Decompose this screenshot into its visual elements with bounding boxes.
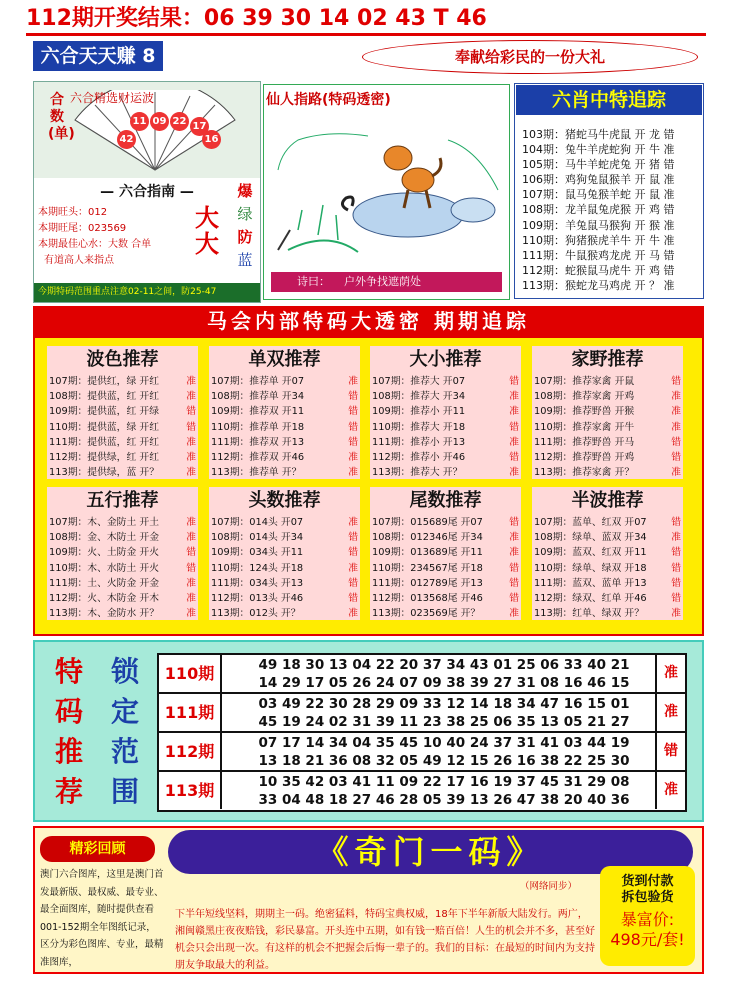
guide-lines: [38, 205, 151, 269]
card-row-text: 109期：推荐小 开11: [372, 406, 466, 418]
card-row: [532, 374, 683, 389]
guide-line: 本期旺尾：023569: [38, 223, 127, 234]
card-row-status: 错: [186, 562, 196, 574]
card-row-status: 准: [186, 467, 196, 479]
card-row-status: 错: [509, 577, 519, 589]
promo-text: 下半年短线坚料，期期主一码。绝密猛料，特码宝典权威，18年下半年新版大陆发行。两广，湘闽赣黑庄夜夜赔钱，彩民暴富。开头连中五期，如有钱一赔百倍！人生的机会并不多，甚至好机会只会出现一次。有这样的机会不把握会后悔一辈子的。我们的目标：在最短的时间内为支持朋友争取最大的利益。: [175, 909, 595, 971]
card-row: [47, 420, 198, 435]
card-row-status: 准: [348, 452, 358, 464]
ball-3: 22: [170, 112, 189, 131]
card-row-text: 107期：015689尾 开07: [372, 517, 483, 528]
liuxiao-row: 103期：猪蛇马牛虎鼠 开 龙 错: [522, 128, 675, 141]
card-row-text: 112期：火、木防金 开木: [49, 593, 159, 605]
card-title: 五行推荐: [86, 490, 159, 511]
card-title: 家野推荐: [571, 349, 644, 370]
card-row: [370, 591, 521, 606]
card-row: [47, 606, 198, 621]
card-row-text: 112期：013568尾 开46: [372, 593, 483, 605]
card-row: [209, 591, 360, 606]
card-row-status: 准: [348, 608, 358, 620]
card-row: [370, 530, 521, 545]
liuxiao-row: 106期：鸡狗兔鼠猴羊 开 鼠 准: [522, 173, 675, 187]
ball-4: 17: [190, 117, 209, 136]
card-row-text: 109期：推荐野兽 开猴: [534, 406, 635, 418]
card-row-status: 错: [348, 421, 358, 433]
highlight-badge: 精彩回顾: [40, 836, 155, 862]
title-char: 范: [110, 735, 139, 768]
card-row-text: 111期：蓝双、蓝单 开13: [534, 577, 647, 589]
card-row-status: 错: [348, 577, 358, 589]
xianren-title: 仙人指路(特码透密): [266, 92, 391, 108]
card-row: [532, 404, 683, 419]
card-row-text: 111期：推荐野兽 开马: [534, 436, 635, 448]
ball-6: 16: [202, 130, 221, 149]
card-row: [532, 389, 683, 404]
card-row: [532, 591, 683, 606]
card-row-text: 111期：土、火防金 开金: [49, 577, 159, 589]
title-char: 码: [55, 695, 84, 728]
card-row-text: 107期：提供红，绿 开红: [49, 376, 159, 387]
card-row: [370, 576, 521, 591]
card-row-text: 109期：013689尾 开11: [372, 547, 483, 559]
card-row-text: 108期：014头 开34: [211, 532, 304, 544]
liuxiao-row: 113期：猴蛇龙马鸡虎 开 ？ 准: [522, 278, 675, 292]
liuxiao-list: [522, 127, 675, 293]
card-row-status: 错: [671, 452, 681, 464]
card-row-text: 112期：绿双、红单 开46: [534, 593, 647, 605]
card-row-text: 111期：推荐小 开13: [372, 436, 466, 448]
card-row-status: 错: [348, 532, 358, 544]
side-char: 蓝: [237, 251, 253, 269]
card-row-text: 108期：012346尾 开34: [372, 532, 483, 544]
card-row-status: 准: [509, 467, 519, 479]
card-row-text: 110期：绿单、绿双 开18: [534, 562, 647, 574]
card-row-status: 准: [348, 517, 358, 528]
card-row: [532, 561, 683, 576]
card-row-status: 准: [509, 608, 519, 620]
lock-numbers: 45 19 24 02 31 39 11 23 38 25 06 35 13 05 21 27: [258, 714, 630, 730]
card-row-status: 准: [348, 376, 358, 387]
guide-side-column: [234, 180, 256, 272]
card-row-text: 113期：012头 开？: [211, 608, 301, 620]
card-row: [47, 374, 198, 389]
lock-period: 110期: [159, 655, 222, 692]
card-row-status: 错: [509, 593, 519, 605]
recommend-card: [532, 346, 683, 479]
card-row-status: 错: [186, 547, 196, 559]
recommend-card: [47, 487, 198, 620]
seal-line: 货到付款: [621, 874, 674, 889]
lock-numbers: 07 17 14 34 04 35 45 10 40 24 37 31 41 03 44 19: [258, 735, 630, 751]
card-row-text: 110期：推荐家禽 开牛: [534, 421, 635, 433]
card-row: [47, 465, 198, 480]
card-row-text: 111期：推荐双 开13: [211, 436, 305, 448]
card-row-status: 错: [671, 547, 681, 559]
card-row: [209, 450, 360, 465]
side-char: 绿: [237, 205, 253, 223]
lock-status: 准: [655, 655, 685, 692]
lock-numbers: 13 18 21 36 08 32 05 49 12 15 26 16 38 22 25 30: [258, 753, 630, 769]
card-row: [370, 465, 521, 480]
card-row: [209, 404, 360, 419]
card-row-text: 107期：014头 开07: [211, 517, 304, 528]
card-row-status: 准: [509, 406, 519, 418]
card-row-text: 111期：034头 开13: [211, 577, 304, 589]
card-row: [532, 450, 683, 465]
title-char: 围: [110, 775, 139, 808]
card-row-status: 准: [509, 391, 519, 403]
poem-bar: [271, 272, 502, 292]
card-row-status: 错: [671, 593, 681, 605]
card-row-text: 108期：绿单、蓝双 开34: [534, 532, 647, 544]
seal-line: 拆包验货: [621, 890, 674, 905]
card-row-text: 112期：推荐双 开46: [211, 452, 305, 464]
title-char: 锁: [110, 655, 139, 688]
card-title: 单双推荐: [248, 349, 321, 370]
recommend-card: [209, 346, 360, 479]
card-row-text: 110期：推荐大 开18: [372, 421, 466, 433]
card-row: [209, 606, 360, 621]
lock-row: [159, 655, 685, 694]
range-note: 今期特码范围重点注意02-11之间，防25-47: [34, 283, 260, 302]
card-row: [47, 450, 198, 465]
card-title: 波色推荐: [86, 349, 159, 370]
lock-period: 113期: [159, 772, 222, 809]
card-row-text: 108期：推荐大 开34: [372, 391, 466, 403]
card-row: [209, 465, 360, 480]
card-row-status: 准: [509, 532, 519, 544]
guide-line: 有道高人来指点: [44, 255, 114, 266]
recommend-grid: [33, 336, 704, 636]
card-row-status: 错: [348, 547, 358, 559]
card-row-text: 111期：012789尾 开13: [372, 577, 483, 589]
card-row-text: 108期：提供蓝，红 开红: [49, 391, 159, 403]
gallery-description: 澳门六合图库，这里是澳门首发最新版、最权威、最专业、最全面图库，随时提供查看001-152期全年图纸记录，区分为彩色图库、专业，最精准图库，: [40, 869, 164, 968]
card-row: [47, 404, 198, 419]
card-row-status: 准: [348, 562, 358, 574]
title-char: 定: [110, 695, 139, 728]
card-row-text: 109期：蓝双、红双 开11: [534, 547, 647, 559]
card-row-text: 109期：推荐双 开11: [211, 406, 305, 418]
card-row: [209, 561, 360, 576]
card-row: [370, 420, 521, 435]
card-row: [209, 576, 360, 591]
liuxiao-row: 109期：羊兔鼠马猴狗 开 猴 准: [522, 218, 675, 232]
lock-period: 112期: [159, 733, 222, 770]
card-row-status: 准: [186, 608, 196, 620]
lock-range-table: [157, 653, 687, 812]
price-seal: [600, 866, 695, 966]
card-row-text: 107期：蓝单、红双 开07: [534, 517, 647, 528]
card-row: [370, 561, 521, 576]
card-row-text: 111期：提供蓝，红 开红: [49, 436, 159, 448]
lock-range-title: [55, 652, 139, 812]
card-row-status: 错: [348, 391, 358, 403]
section-banner: 马会内部特码大透密 期期追踪: [33, 306, 704, 336]
dog-snake-illustration: [268, 110, 504, 270]
draw-result-header: 112期开奖结果：06 39 30 14 02 43 T 46: [26, 6, 487, 31]
card-row-status: 准: [186, 577, 196, 589]
card-row-text: 112期：013头 开46: [211, 593, 304, 605]
liuxiao-row: 110期：狗猪猴虎羊牛 开 牛 准: [522, 233, 675, 247]
lock-row: [159, 772, 685, 811]
card-row-status: 准: [509, 436, 519, 448]
slogan-ellipse: 奉献给彩民的一份大礼: [362, 40, 698, 74]
poem-label: 诗曰：: [297, 275, 330, 288]
card-row-text: 107期：木、金防土 开土: [49, 517, 159, 528]
card-row-status: 错: [671, 517, 681, 528]
lock-numbers: 33 04 48 18 27 46 28 05 39 13 26 47 38 20 40 36: [258, 792, 630, 808]
card-row: [209, 374, 360, 389]
card-row-status: 准: [186, 452, 196, 464]
card-row-status: 准: [671, 532, 681, 544]
card-row-text: 113期：推荐单 开？: [211, 467, 302, 479]
liuxiao-row: 107期：鼠马兔猴羊蛇 开 鼠 准: [522, 188, 675, 202]
seal-line: 498元/套!: [610, 930, 685, 949]
card-row-status: 准: [509, 547, 519, 559]
card-row-status: 准: [671, 467, 681, 479]
card-row-status: 准: [186, 517, 196, 528]
card-row-status: 准: [186, 532, 196, 544]
card-row-status: 错: [348, 436, 358, 448]
card-title: 大小推荐: [409, 349, 482, 370]
poem-text: 户外争找遮荫处: [344, 275, 421, 288]
card-row: [370, 515, 521, 530]
title-char: 推: [55, 735, 84, 768]
card-title: 半波推荐: [571, 490, 644, 511]
liuxiao-row: 105期：马牛羊蛇虎兔 开 猪 错: [522, 158, 675, 172]
lock-period: 111期: [159, 694, 222, 731]
card-row-text: 110期：提供蓝，绿 开红: [49, 421, 159, 433]
card-row-text: 110期：234567尾 开18: [372, 562, 483, 574]
card-row-status: 错: [671, 436, 681, 448]
card-row-status: 错: [509, 517, 519, 528]
card-row: [209, 389, 360, 404]
card-row-status: 错: [509, 452, 519, 464]
card-row-status: 准: [348, 467, 358, 479]
liuxiao-row: 111期：牛鼠猴鸡龙虎 开 马 错: [522, 248, 675, 262]
big-tip: [190, 205, 224, 257]
fan-side-label: 合数(单): [48, 92, 75, 142]
card-row: [532, 545, 683, 560]
lock-status: 准: [655, 772, 685, 809]
card-title: 尾数推荐: [409, 490, 482, 511]
guide-line: 本期最佳心水：大数 合单: [38, 239, 152, 250]
card-row: [47, 545, 198, 560]
network-sync: （网络同步）: [520, 881, 578, 892]
card-row-status: 错: [509, 562, 519, 574]
ball-1: 11: [130, 112, 149, 131]
card-row-status: 准: [671, 608, 681, 620]
card-row: [370, 404, 521, 419]
lock-numbers: 10 35 42 03 41 11 09 22 17 16 19 37 45 31 29 08: [258, 774, 630, 790]
recommend-card: [47, 346, 198, 479]
card-row-status: 错: [671, 577, 681, 589]
card-row-text: 112期：推荐小 开46: [372, 452, 466, 464]
card-row: [370, 435, 521, 450]
card-row-text: 113期：023569尾 开？: [372, 608, 481, 620]
ball-2: 09: [150, 112, 169, 131]
card-row-text: 113期：推荐大 开？: [372, 467, 463, 479]
card-row-status: 准: [186, 593, 196, 605]
card-row-text: 113期：木、金防水 开？: [49, 608, 159, 620]
title-char: 特: [55, 655, 84, 688]
card-row: [532, 420, 683, 435]
card-row-status: 准: [671, 421, 681, 433]
recommend-card: [370, 346, 521, 479]
card-row-text: 110期：推荐单 开18: [211, 421, 305, 433]
lock-numbers: 49 18 30 13 04 22 20 37 34 43 01 25 06 33 40 21: [258, 657, 630, 673]
card-row-status: 准: [186, 376, 196, 387]
lock-status: 准: [655, 694, 685, 731]
card-row-text: 107期：推荐家禽 开鼠: [534, 376, 635, 387]
card-row-status: 错: [348, 593, 358, 605]
card-row: [47, 389, 198, 404]
card-row-status: 准: [186, 391, 196, 403]
card-row: [370, 606, 521, 621]
card-row: [47, 576, 198, 591]
big-char: 大: [195, 204, 219, 232]
ball-5: 42: [117, 130, 136, 149]
card-row: [209, 530, 360, 545]
card-row: [532, 530, 683, 545]
liuxiao-row: 108期：龙羊鼠兔虎猴 开 鸡 错: [522, 203, 675, 217]
card-row: [370, 374, 521, 389]
card-row-text: 113期：红单、绿双 开？: [534, 608, 644, 620]
card-row-text: 107期：推荐单 开07: [211, 376, 305, 387]
big-char: 大: [195, 230, 219, 258]
card-row-text: 113期：提供绿，蓝 开？: [49, 467, 159, 479]
card-row: [370, 545, 521, 560]
lock-status: 错: [655, 733, 685, 770]
card-title: 头数推荐: [248, 490, 321, 511]
card-row: [47, 530, 198, 545]
title-char: 荐: [55, 775, 84, 808]
card-row: [370, 389, 521, 404]
card-row-text: 108期：推荐家禽 开鸡: [534, 391, 635, 403]
card-row: [532, 576, 683, 591]
seal-line: 暴富价:: [620, 910, 675, 929]
card-row: [209, 420, 360, 435]
card-row: [47, 515, 198, 530]
lock-numbers: 03 49 22 30 28 29 09 33 12 14 18 34 47 16 15 01: [258, 696, 630, 712]
card-row-status: 准: [671, 391, 681, 403]
card-row-status: 准: [186, 436, 196, 448]
card-row-text: 112期：提供绿，红 开红: [49, 452, 159, 464]
card-row-text: 109期：提供蓝，红 开绿: [49, 406, 159, 418]
liuxiao-row: 112期：蛇猴鼠马虎牛 开 鸡 错: [522, 263, 675, 277]
card-row-status: 准: [671, 406, 681, 418]
fan-title: 六合精选财运波: [70, 91, 155, 105]
card-row-text: 113期：推荐家禽 开？: [534, 467, 635, 479]
card-row-text: 108期：金、木防土 开金: [49, 532, 159, 544]
card-row: [209, 515, 360, 530]
card-row-status: 错: [509, 421, 519, 433]
card-row: [370, 450, 521, 465]
lock-row: [159, 733, 685, 772]
recommend-card: [209, 487, 360, 620]
card-row: [47, 435, 198, 450]
card-row: [209, 435, 360, 450]
liuxiao-title: 六肖中特追踪: [516, 85, 702, 115]
qimen-banner: 《奇门一码》: [168, 830, 693, 874]
recommend-card: [532, 487, 683, 620]
guide-title: — 六合指南 —: [100, 184, 194, 200]
liuxiao-row: 104期：兔牛羊虎蛇狗 开 牛 准: [522, 143, 675, 157]
card-row-status: 错: [186, 406, 196, 418]
card-row: [209, 545, 360, 560]
lock-row: [159, 694, 685, 733]
card-row-status: 错: [348, 406, 358, 418]
card-row: [532, 435, 683, 450]
card-row-text: 107期：推荐大 开07: [372, 376, 466, 387]
header-divider: [26, 33, 706, 36]
edition-badge: 六合天天赚 8: [33, 41, 163, 71]
recommend-card: [370, 487, 521, 620]
card-row-status: 错: [509, 376, 519, 387]
card-row-text: 110期：124头 开18: [211, 562, 304, 574]
card-row-text: 110期：木、水防土 开火: [49, 562, 159, 574]
card-row: [532, 515, 683, 530]
guide-line: 本期旺头：012: [38, 207, 108, 218]
card-row-text: 108期：推荐单 开34: [211, 391, 305, 403]
side-char: 爆: [237, 182, 253, 200]
card-row-text: 109期：034头 开11: [211, 547, 304, 559]
card-row-status: 错: [186, 421, 196, 433]
card-row: [47, 561, 198, 576]
card-row-text: 109期：火、土防金 开火: [49, 547, 159, 559]
card-row-status: 错: [671, 562, 681, 574]
card-row: [532, 465, 683, 480]
card-row: [532, 606, 683, 621]
card-row-status: 错: [671, 376, 681, 387]
card-row: [47, 591, 198, 606]
card-row-text: 112期：推荐野兽 开鸡: [534, 452, 635, 464]
side-char: 防: [237, 228, 253, 246]
lock-numbers: 14 29 17 05 26 24 07 09 38 39 27 31 08 16 46 15: [258, 675, 630, 691]
